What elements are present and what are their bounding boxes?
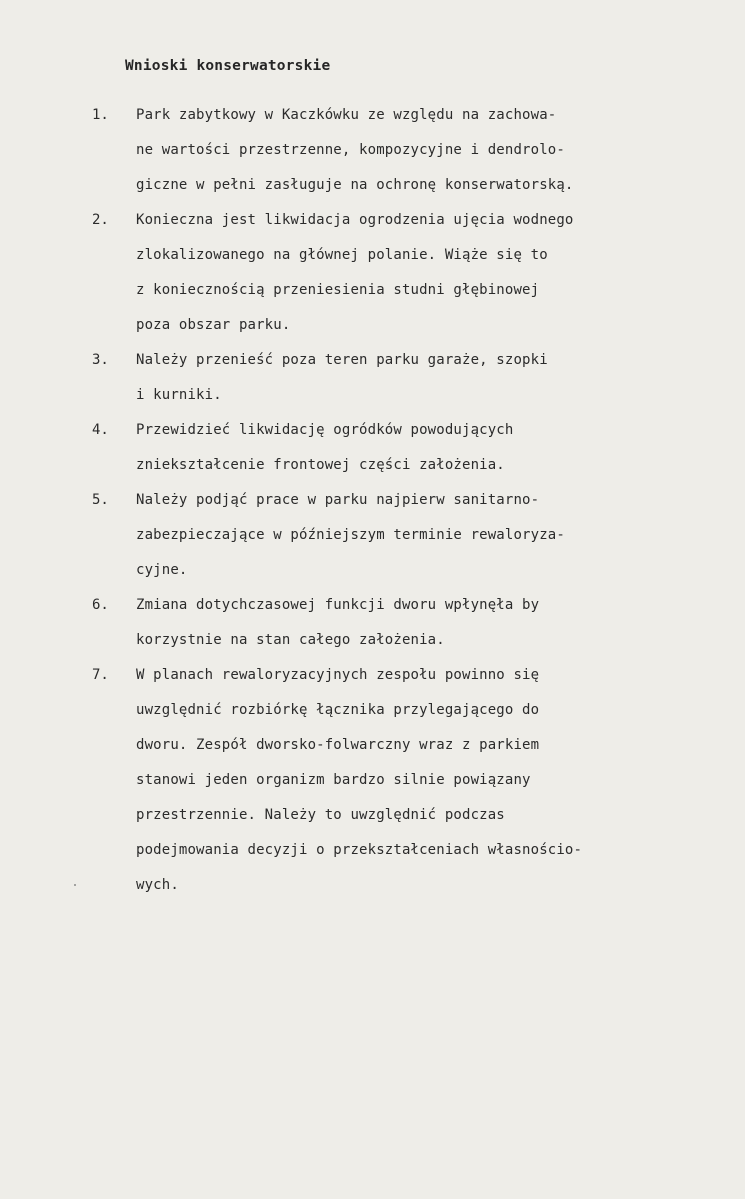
document-title: Wnioski konserwatorskie: [125, 58, 331, 74]
item-number: 2.: [92, 212, 109, 228]
text-line: wych.: [136, 877, 179, 893]
list-item-1: [92, 98, 722, 203]
item-text: [136, 203, 722, 343]
item-text: [136, 588, 722, 658]
text-line: Należy podjąć prace w parku najpierw sanitarno-: [136, 492, 540, 508]
text-line: Przewidzieć likwidację ogródków powodujących: [136, 422, 514, 438]
text-line: Zmiana dotychczasowej funkcji dworu wpłynęła by: [136, 597, 540, 613]
list-item-3: [92, 343, 722, 413]
list-item-6: [92, 588, 722, 658]
text-line: zlokalizowanego na głównej polanie. Wiąże się to: [136, 247, 548, 263]
list-item-5: [92, 483, 722, 588]
item-number: 3.: [92, 352, 109, 368]
text-line: Park zabytkowy w Kaczkówku ze względu na zachowa-: [136, 107, 557, 123]
item-text: [136, 413, 722, 483]
item-text: [136, 483, 722, 588]
text-line: W planach rewaloryzacyjnych zespołu powinno się: [136, 667, 540, 683]
text-line: podejmowania decyzji o przekształceniach własnościo-: [136, 842, 583, 858]
paper-speck: [74, 884, 76, 886]
text-line: zniekształcenie frontowej części założenia.: [136, 457, 505, 473]
text-line: i kurniki.: [136, 387, 222, 403]
text-line: uwzględnić rozbiórkę łącznika przylegającego do: [136, 702, 540, 718]
text-line: zabezpieczające w późniejszym terminie rewaloryza-: [136, 527, 565, 543]
text-line: giczne w pełni zasługuje na ochronę konserwatorską.: [136, 177, 574, 193]
list-item-2: [92, 203, 722, 343]
item-text: [136, 98, 722, 203]
item-text: [136, 658, 722, 903]
text-line: Konieczna jest likwidacja ogrodzenia ujęcia wodnego: [136, 212, 574, 228]
text-line: poza obszar parku.: [136, 317, 291, 333]
text-line: z koniecznością przeniesienia studni głębinowej: [136, 282, 540, 298]
text-line: ne wartości przestrzenne, kompozycyjne i dendrolo-: [136, 142, 565, 158]
list-item-4: [92, 413, 722, 483]
conclusions-list: [92, 98, 722, 903]
text-line: cyjne.: [136, 562, 188, 578]
text-line: przestrzennie. Należy to uwzględnić podczas: [136, 807, 505, 823]
list-item-7: [92, 658, 722, 903]
text-line: korzystnie na stan całego założenia.: [136, 632, 445, 648]
item-number: 5.: [92, 492, 109, 508]
item-number: 1.: [92, 107, 109, 123]
text-line: Należy przenieść poza teren parku garaże, szopki: [136, 352, 548, 368]
text-line: stanowi jeden organizm bardzo silnie powiązany: [136, 772, 531, 788]
item-number: 6.: [92, 597, 109, 613]
item-number: 4.: [92, 422, 109, 438]
text-line: dworu. Zespół dworsko-folwarczny wraz z parkiem: [136, 737, 540, 753]
item-number: 7.: [92, 667, 109, 683]
item-text: [136, 343, 722, 413]
